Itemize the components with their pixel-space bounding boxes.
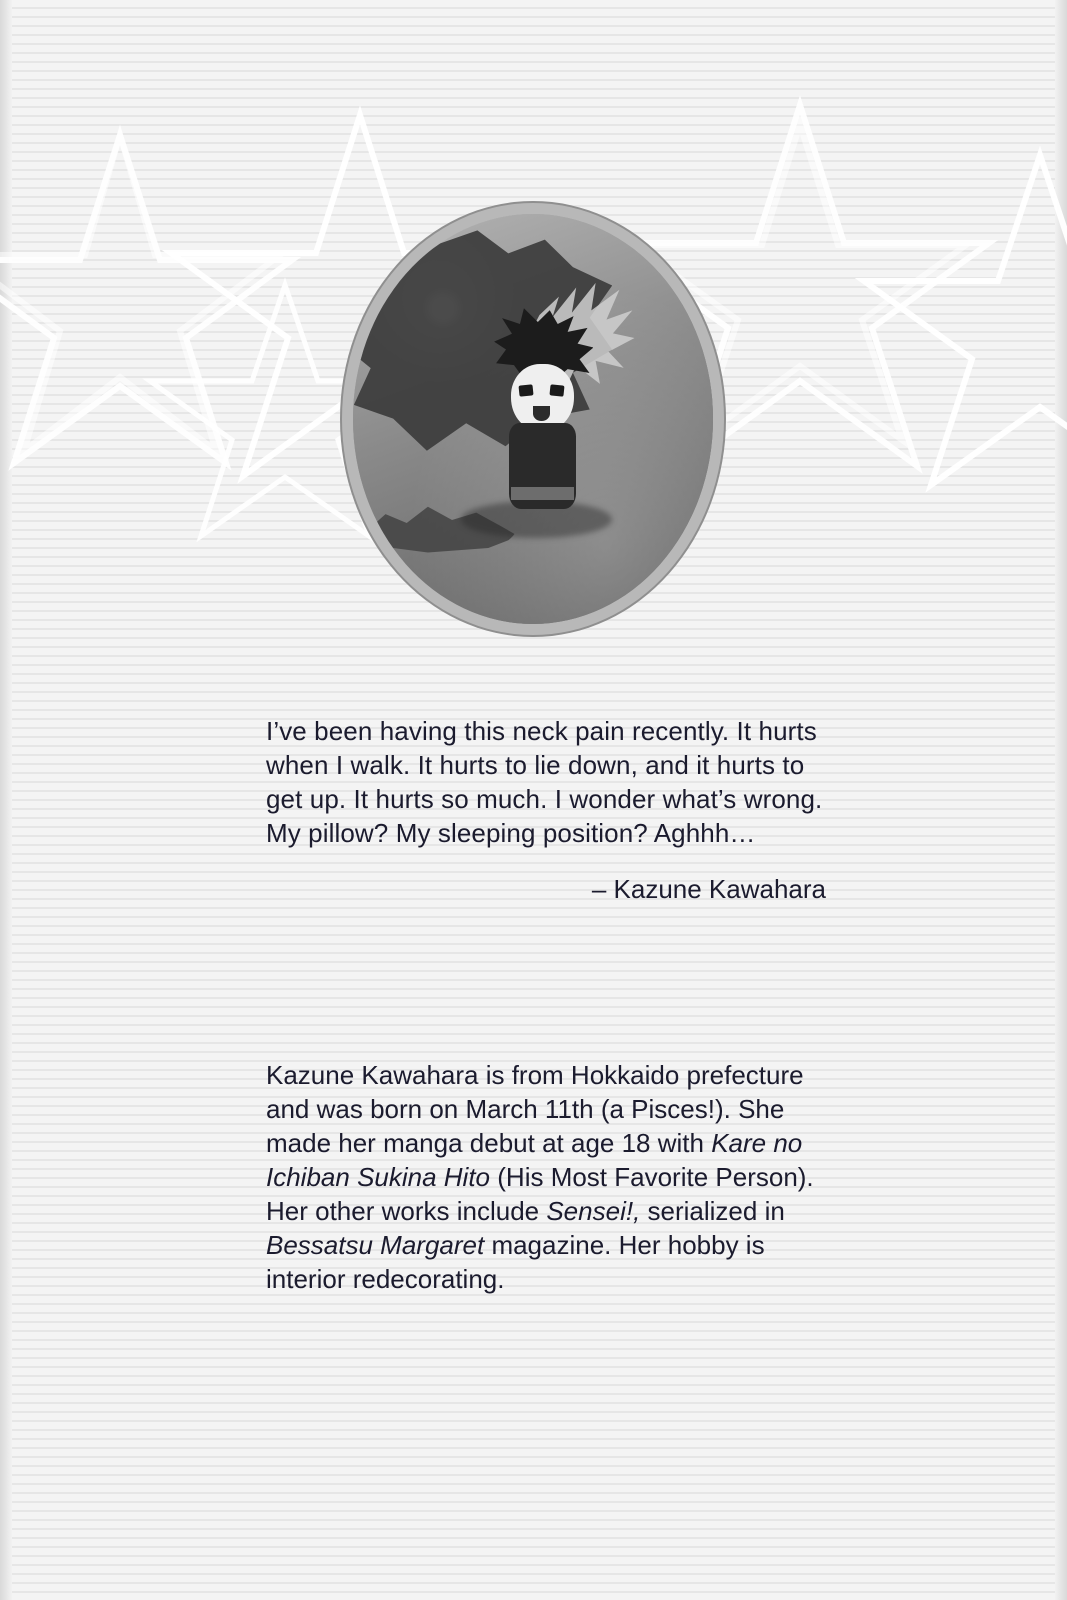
bio-work-title-2: Sensei!, xyxy=(546,1196,641,1226)
author-quote: I’ve been having this neck pain recently. It hurts when I walk. It hurts to lie down, and it hurts to get up. It hurts so much. I wonder what’s wrong. My pillow? My sleeping position? Aghhh… xyxy=(266,716,823,848)
bio-magazine-title: Bessatsu Margaret xyxy=(266,1230,485,1260)
page-right-edge-shade xyxy=(1055,0,1067,1600)
chibi-face xyxy=(511,364,574,432)
bio-text-part-2: (His Most Favorite Person). Her other works include xyxy=(266,1162,814,1226)
chibi-right-eye xyxy=(550,384,565,396)
bio-text-part-4: magazine. Her hobby is interior redecorating. xyxy=(266,1230,765,1294)
author-portrait-oval xyxy=(353,214,713,624)
author-biography xyxy=(266,1058,826,1296)
chibi-left-eye xyxy=(518,384,533,396)
bio-text-part-1: Kazune Kawahara is from Hokkaido prefecture and was born on March 11th (a Pisces!). She made her manga debut at age 18 with xyxy=(266,1060,804,1158)
page-left-edge-shade xyxy=(0,0,12,1600)
bio-text-part-3: serialized in xyxy=(640,1196,785,1226)
quote-attribution: – Kazune Kawahara xyxy=(591,874,826,904)
bio-work-title-1: Kare no Ichiban Sukina Hito xyxy=(266,1128,803,1192)
chibi-belt xyxy=(511,487,574,500)
chibi-character xyxy=(490,308,598,521)
